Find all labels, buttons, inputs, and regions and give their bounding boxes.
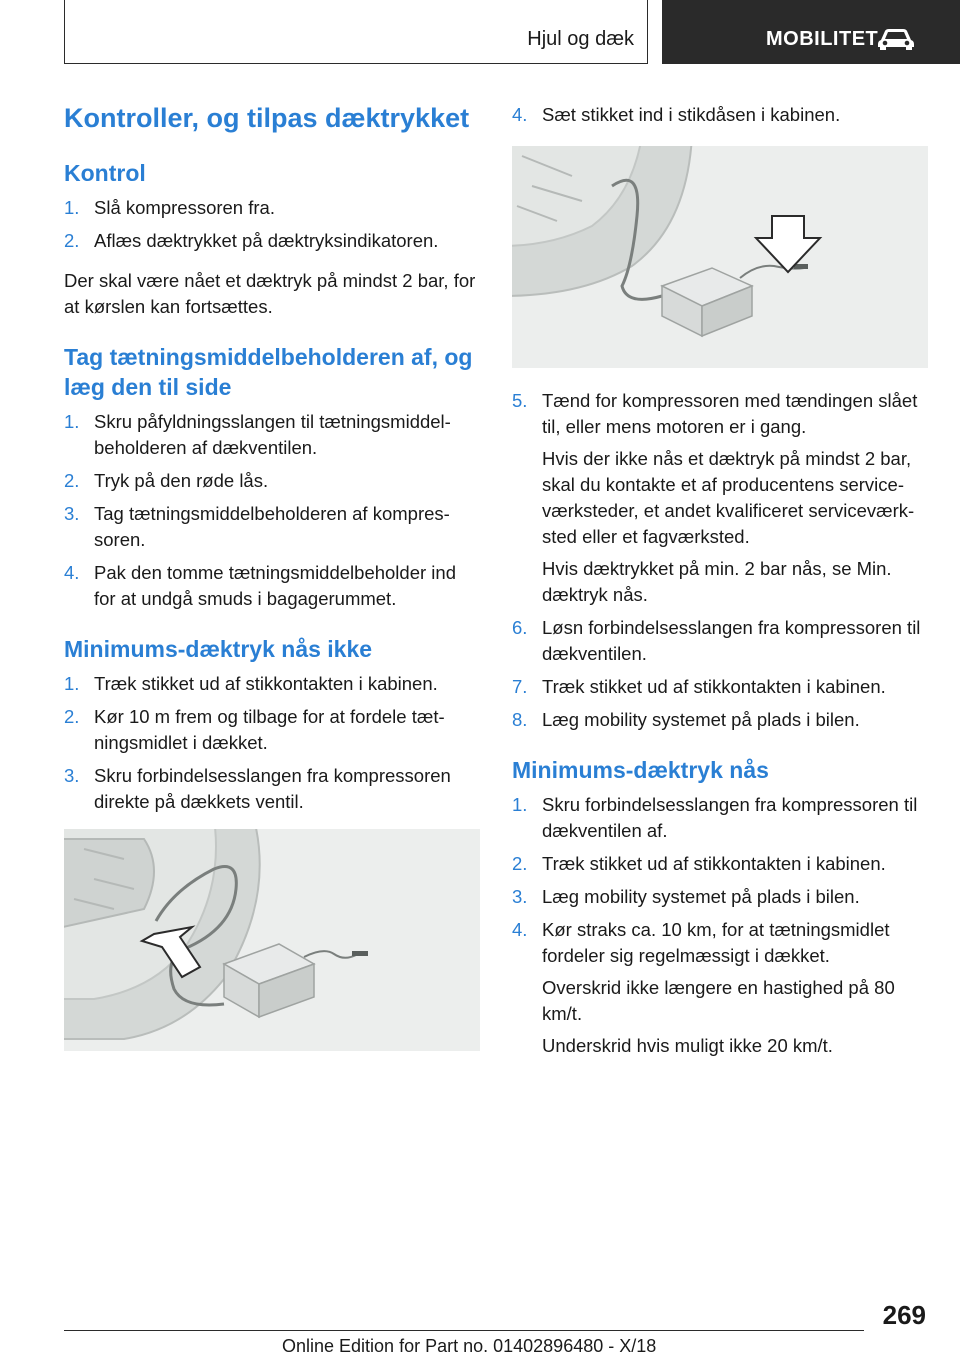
chapter-tab[interactable] (662, 0, 960, 64)
compressor-hose-illustration (64, 829, 480, 1051)
min-pressure-not-reached-steps (64, 671, 476, 815)
list-item: 6. Løsn forbindelsesslangen fra kompressoren til dækventilen. (512, 617, 921, 664)
page-number: 269 (882, 1300, 926, 1330)
list-item: 4. Pak den tomme tætningsmiddelbeholder ind for at undgå smuds i bagagerummet. (64, 562, 456, 609)
plug-socket-illustration (512, 146, 928, 368)
list-item: 1. Skru påfyldningsslangen til tætningsmiddelbeholderen af dækventilen. (64, 411, 451, 458)
list-item: 2. Tryk på den røde lås. (64, 470, 269, 491)
list-item: 3. Læg mobility systemet på plads i bilen. (512, 886, 860, 907)
list-item: 2. Træk stikket ud af stikkontakten i kabinen. (512, 853, 886, 874)
list-item: 1. Skru forbindelsesslangen fra kompressoren til dækventilen af. (512, 794, 918, 841)
connect-steps (512, 102, 928, 128)
footer-divider (64, 1330, 864, 1331)
kontrol-steps (64, 195, 476, 254)
heading-remove-container: Tag tætningsmiddelbeholderen af, og læg den til side (64, 344, 473, 400)
heading-min-pressure-not-reached: Minimums-dæktryk nås ikke (64, 636, 373, 662)
list-item: 4. Kør straks ca. 10 km, for at tætningsmidlet fordeler sig regelmæssigt i dækket. Overskrid ikke længere en hastighed på 80 km/t. Underskrid hvis muligt ikke 20 km/t. (512, 919, 895, 1056)
list-item: 1. Træk stikket ud af stikkontakten i kabinen. (64, 673, 438, 694)
list-item: 3. Skru forbindelsesslangen fra kompressoren direkte på dækkets ventil. (64, 765, 451, 812)
list-item: 2. Aflæs dæktrykket på dæktryksindikatoren. (64, 230, 439, 251)
page-title: Kontroller, og tilpas dæktrykket (64, 103, 470, 133)
remove-container-steps (64, 409, 476, 612)
right-column (512, 102, 928, 1073)
min-pressure-reached-steps (512, 792, 928, 1059)
list-item: 3. Tag tætningsmiddelbeholderen af kompressoren. (64, 503, 450, 550)
section-title: Hjul og dæk (527, 28, 634, 50)
list-item: 4. Sæt stikket ind i stikdåsen i kabinen. (512, 104, 841, 125)
heading-min-pressure-reached: Minimums-dæktryk nås (512, 757, 769, 783)
list-item: 1. Slå kompressoren fra. (64, 197, 275, 218)
list-item: 5. Tænd for kompressoren med tændingen slået til, eller mens motoren er i gang. Hvis der ikke nås et dæktryk på mindst 2 bar, skal du kontakte et af producentens serviceværksteder, et andet kvalificeret serviceværksted eller et fagværksted. Hvis dæktrykket på min. 2 bar nås, se Min. dæktryk nås. (512, 390, 918, 605)
footer-edition: Online Edition for Part no. 01402896480 - X/18 (282, 1336, 657, 1356)
compressor-steps (512, 388, 928, 733)
list-item: 2. Kør 10 m frem og tilbage for at fordele tætningsmidlet i dækket. (64, 706, 445, 753)
car-icon (876, 26, 916, 55)
left-column (64, 100, 476, 1051)
list-item: 7. Træk stikket ud af stikkontakten i kabinen. (512, 676, 886, 697)
paragraph: Der skal være nået et dæktryk på mindst 2 bar, for at kørslen kan fortsættes. (64, 270, 476, 317)
chapter-label: MOBILITET (766, 28, 879, 50)
heading-kontrol: Kontrol (64, 160, 146, 186)
list-item: 8. Læg mobility systemet på plads i bilen. (512, 709, 860, 730)
